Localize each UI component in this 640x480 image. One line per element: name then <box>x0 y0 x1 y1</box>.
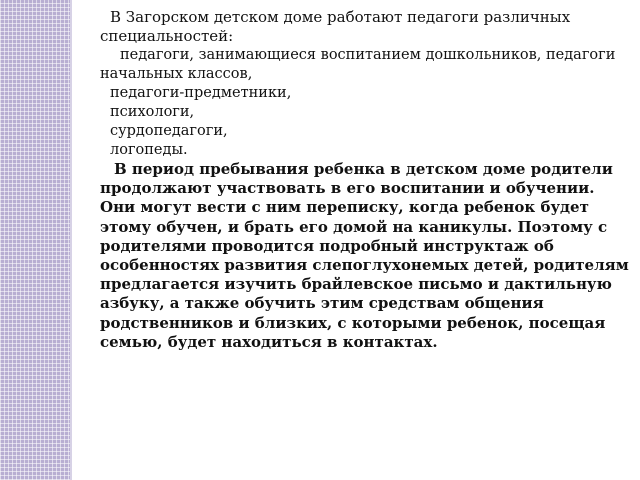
list-item: сурдопедагоги, <box>110 123 228 139</box>
decorative-side-band <box>0 0 70 480</box>
specialists-list <box>100 46 630 160</box>
list-item: педагоги, занимающиеся воспитанием дошкольников, педагоги начальных классов, <box>100 47 616 82</box>
side-band-edge <box>70 0 72 480</box>
intro-text: В Загорском детском доме работают педагоги различных специальностей: <box>100 8 571 45</box>
list-item: педагоги-предметники, <box>110 85 292 101</box>
parents-paragraph: В период пребывания ребенка в детском доме родители продолжают участвовать в его воспитании и обучении. Они могут вести с ним переписку, когда ребенок будет этому обучен, и брать его домой на каникулы. Поэтому с родителями проводится подробный инструктаж об особенностях развития слепоглухонемых детей, родителям предлагается изучить брайлевское письмо и дактильную азбуку, а также обучить этим средствам общения родственников и близких, с которыми ребенок, посещая семью, будет находиться в контактах. <box>100 160 629 351</box>
text-content <box>100 8 630 352</box>
list-item: логопеды. <box>110 142 188 158</box>
list-item: психологи, <box>110 104 195 120</box>
